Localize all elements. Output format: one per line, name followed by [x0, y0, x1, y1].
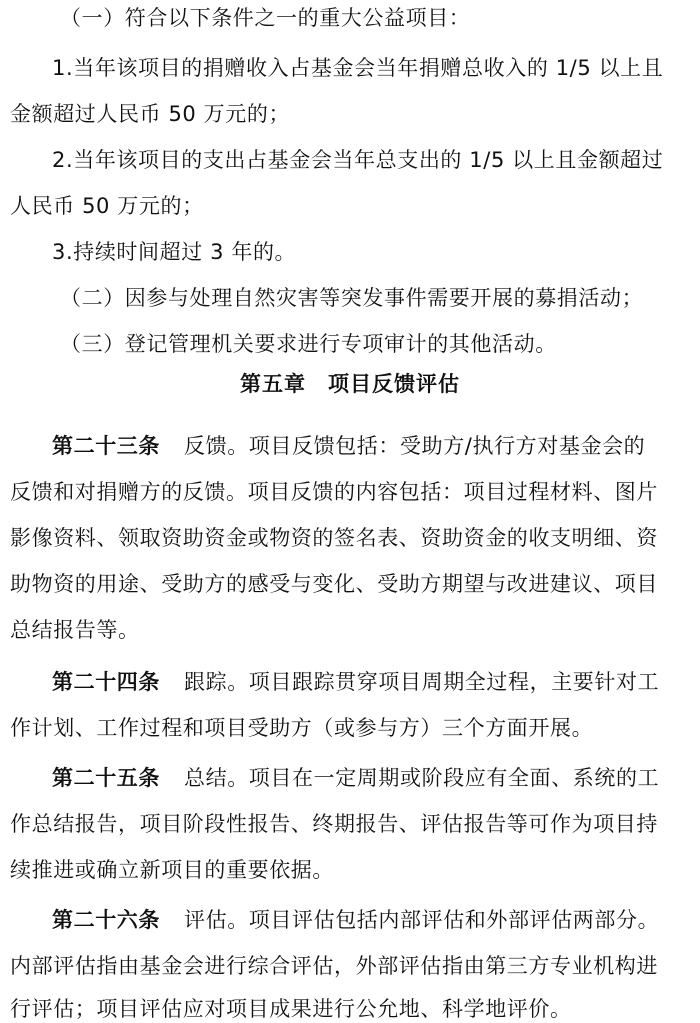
article-25-line-1	[52, 764, 659, 792]
article-24-number: 第二十四条	[52, 670, 160, 694]
section-two: （二）因参与处理自然灾害等突发事件需要开展的募捐活动；	[60, 286, 644, 310]
article-23-line-5: 总结报告等。	[10, 618, 140, 642]
article-26-text-1: 评估。项目评估包括内部评估和外部评估两部分。	[184, 908, 660, 932]
section-one-intro: （一）符合以下条件之一的重大公益项目：	[60, 6, 471, 30]
section-three: （三）登记管理机关要求进行专项审计的其他活动。	[60, 332, 557, 356]
article-25-line-2: 作总结报告，项目阶段性报告、终期报告、评估报告等可作为项目持	[10, 812, 658, 836]
condition-3-line-1: 3.持续时间超过 3 年的。	[52, 240, 297, 264]
condition-2-line-1: 2.当年该项目的支出占基金会当年总支出的 1/5 以上且金额超过	[52, 148, 664, 172]
article-23-line-2: 反馈和对捐赠方的反馈。项目反馈的内容包括：项目过程材料、图片	[10, 480, 658, 504]
article-25-number: 第二十五条	[52, 766, 160, 790]
article-25-text-1: 总结。项目在一定周期或阶段应有全面、系统的工	[184, 766, 660, 790]
article-24-text-1: 跟踪。项目跟踪贯穿项目周期全过程，主要针对工	[184, 670, 660, 694]
condition-1-line-1: 1.当年该项目的捐赠收入占基金会当年捐赠总收入的 1/5 以上且	[52, 56, 664, 80]
article-23-line-4: 助物资的用途、受助方的感受与变化、受助方期望与改进建议、项目	[10, 572, 658, 596]
article-26-line-1	[52, 906, 659, 934]
condition-1-line-2: 金额超过人民币 50 万元的；	[10, 102, 291, 126]
article-24-line-2: 作计划、工作过程和项目受助方（或参与方）三个方面开展。	[10, 716, 594, 740]
chapter-heading: 第五章 项目反馈评估	[240, 372, 460, 396]
article-25-line-3: 续推进或确立新项目的重要依据。	[10, 858, 334, 882]
condition-2-line-2: 人民币 50 万元的；	[10, 194, 204, 218]
article-23-line-1	[52, 432, 645, 460]
article-26-number: 第二十六条	[52, 908, 160, 932]
article-23-line-3: 影像资料、领取资助资金或物资的签名表、资助资金的收支明细、资	[10, 526, 658, 550]
article-26-line-2: 内部评估指由基金会进行综合评估，外部评估指由第三方专业机构进	[10, 954, 658, 978]
article-24-line-1	[52, 668, 659, 696]
article-23-number: 第二十三条	[52, 434, 160, 458]
article-23-text-1: 反馈。项目反馈包括：受助方/执行方对基金会的	[184, 434, 646, 458]
article-26-line-3: 行评估；项目评估应对项目成果进行公允地、科学地评价。	[10, 997, 572, 1021]
